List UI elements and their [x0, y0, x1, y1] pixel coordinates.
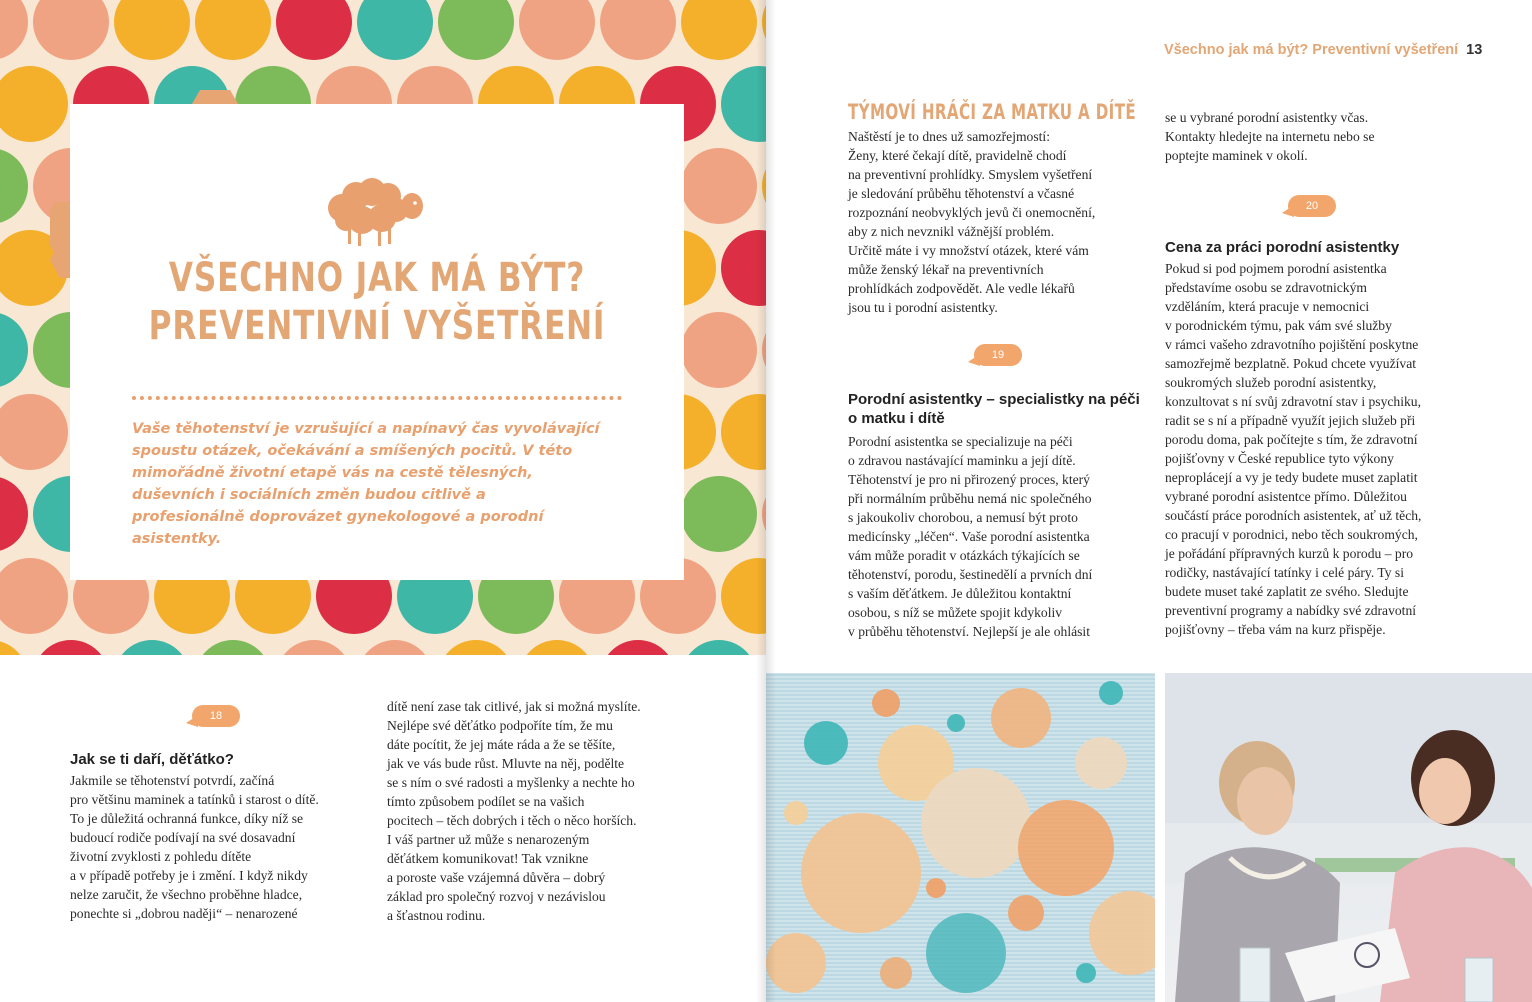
- text-line: neproplácejí a vy je tedy budete muset zaplatit: [1165, 470, 1418, 485]
- chapter-intro: Vaše těhotenství je vzrušující a napínavý čas vyvolávající spoustu otázek, očekávání a smíšených pocitů. V této mimořádně životní etapě vás na cestě tělesných, duševních i sociálních změn budou citlivě a profesionálně doprovázet gynekologové a porodní asistentky.: [132, 421, 600, 547]
- text-line: To je důležitá ochranná funkce, díky níž se: [70, 811, 304, 826]
- text-line: budoucí rodiče podívají na své dosavadní: [70, 830, 296, 845]
- right-column-2-section-20: [1165, 238, 1485, 639]
- text-line: radit se s ní a případně využít jejich služeb při: [1165, 413, 1416, 428]
- bubble-number-18: 18: [209, 710, 223, 722]
- polka-dot: [276, 640, 352, 655]
- polka-dot: [438, 640, 514, 655]
- text-line: nelze zaručit, že všechno proběhne hladce,: [70, 887, 303, 902]
- text-line: součástí práce porodních asistentek, ať už těch,: [1165, 508, 1422, 523]
- text-line: Určitě máte i vy množství otázek, které vám: [848, 243, 1089, 258]
- polka-dot: [519, 640, 595, 655]
- bubble-number-19: 19: [991, 349, 1005, 361]
- polka-dot: [195, 0, 271, 60]
- chapter-title-line-1: VŠECHNO JAK MÁ BÝT?: [168, 255, 586, 301]
- text-line: základ pro společný rozvoj v nezávislou: [387, 889, 606, 904]
- text-line: s jakoukoliv chorobou, a nemusí být proto: [848, 510, 1078, 525]
- speech-bubble-icon: [974, 344, 1022, 370]
- text-line: těhotenství, porodu, šestinedělí a prvních dní: [848, 567, 1093, 582]
- polka-dot: [0, 312, 28, 388]
- polka-dot: [681, 476, 757, 552]
- section-19-text: [848, 432, 1158, 641]
- polka-dot: [681, 312, 757, 388]
- title-card: [70, 104, 684, 580]
- text-line: porodu doma, pak počítejte s tím, že zdravotní: [1165, 432, 1418, 447]
- text-line: aby z nich nevznikl vážnější problém.: [848, 224, 1055, 239]
- text-line: a v případě potřeby je i změní. I když nikdy: [70, 868, 308, 883]
- bubble-pattern-graphic: [766, 673, 1155, 1002]
- polka-dot: [33, 640, 109, 655]
- text-line: pro většinu maminek a tatínků i starost o dítě.: [70, 792, 319, 807]
- section-18-column-2: [387, 697, 687, 925]
- polka-dot: [114, 640, 190, 655]
- text-line: osobou, s níž se můžete spojit kdykoliv: [848, 605, 1063, 620]
- polka-dot: [0, 148, 28, 224]
- text-line: jak ve vás bude růst. Mluvte na něj, podělte: [387, 756, 625, 771]
- polka-dot: [721, 66, 766, 142]
- text-line: jsou tu i porodní asistentky.: [848, 300, 998, 315]
- text-line: poptejte maminek v okolí.: [1165, 148, 1308, 163]
- text-line: a šťastnou rodinu.: [387, 908, 486, 923]
- sheep-icon: [320, 170, 428, 250]
- chapter-title: [138, 254, 617, 350]
- dotted-divider: [132, 396, 622, 400]
- text-line: představíme osobu se zdravotnickým: [1165, 280, 1367, 295]
- text-line: Těhotenství je pro ni přirozený proces, který: [848, 472, 1090, 487]
- text-line: konzultovat s ní svůj zdravotní stav i psychiku,: [1165, 394, 1421, 409]
- polka-dot: [0, 640, 28, 655]
- text-line: a poroste vaše vzájemná důvěra – dobrý: [387, 870, 606, 885]
- text-line: se u vybrané porodní asistentky včas.: [1165, 110, 1369, 125]
- polka-dot: [721, 558, 766, 634]
- text-line: na preventivní prohlídky. Smyslem vyšetření: [848, 167, 1093, 182]
- text-line: Porodní asistentka se specializuje na péči: [848, 434, 1073, 449]
- text-line: preventivní programy a nabídky své zdravotní: [1165, 603, 1417, 618]
- polka-dot: [600, 640, 676, 655]
- text-line: vzděláním, která pracuje v nemocnici: [1165, 299, 1370, 314]
- text-line: se s ním o své radosti a myšlenky a nechte ho: [387, 775, 635, 790]
- text-line: co pracují v porodnici, nebo těch soukromých,: [1165, 527, 1418, 542]
- text-line: s vaším děťátkem. Je důležitou kontaktní: [848, 586, 1072, 601]
- text-line: Nejlépe své děťátko podpoříte tím, že mu: [387, 718, 613, 733]
- text-line: životní zvyklosti z pohledu dítěte: [70, 849, 252, 864]
- text-line: dítě není zase tak citlivé, jak si možná myslíte.: [387, 699, 641, 714]
- two-women-photo: [1165, 673, 1532, 1002]
- section-18-col1-text: [70, 771, 370, 923]
- text-line: Kontakty hledejte na internetu nebo se: [1165, 129, 1375, 144]
- section-20-heading: Cena za práci porodní asistentky: [1165, 239, 1400, 256]
- polka-dot: [195, 640, 271, 655]
- text-line: Ženy, které čekají dítě, pravidelně chodí: [848, 148, 1067, 163]
- polka-dot: [0, 0, 28, 60]
- text-line: ponechte si „dobrou naději“ – nenarozené: [70, 906, 298, 921]
- speech-bubble-icon: [192, 705, 240, 731]
- bubble-pattern-image: [766, 673, 1155, 1002]
- text-line: Jakmile se těhotenství potvrdí, začíná: [70, 773, 275, 788]
- text-line: pojišťovny v České republice tyto výkony: [1165, 451, 1394, 466]
- polka-dot: [600, 0, 676, 60]
- text-line: vybrané porodní asistentce přímo. Důležitou: [1165, 489, 1407, 504]
- polka-dot: [0, 394, 68, 470]
- polka-dot: [681, 640, 757, 655]
- text-line: budete muset také zaplatit ze svého. Sledujte: [1165, 584, 1409, 599]
- text-line: rodičky, nastávající tatínky i celé páry. Ty si: [1165, 565, 1405, 580]
- page-number: 13: [1466, 42, 1483, 58]
- section-18-heading: Jak se ti daří, děťátko?: [70, 751, 234, 768]
- polka-dot: [33, 0, 109, 60]
- polka-dot: [114, 0, 190, 60]
- polka-dot: [519, 0, 595, 60]
- chapter-title-line-2: PREVENTIVNÍ VYŠETŘENÍ: [148, 303, 606, 349]
- polka-dot: [0, 476, 28, 552]
- text-line: v rámci vašeho zdravotního pojištění poskytne: [1165, 337, 1419, 352]
- section-19-heading: [848, 390, 1158, 428]
- polka-dot: [276, 0, 352, 60]
- running-head: [1164, 42, 1482, 58]
- right-column-1-section-19: [848, 390, 1158, 641]
- text-line: při normálním průběhu nemá nic společného: [848, 491, 1092, 506]
- text-line: samozřejmě bezplatně. Pokud chcete využívat: [1165, 356, 1417, 371]
- section-19-heading-line-2: o matku i dítě: [848, 410, 945, 427]
- text-line: je pořádání přípravných kurzů k porodu – pro: [1165, 546, 1414, 561]
- text-line: je sledování průběhu těhotenství a včasné: [848, 186, 1075, 201]
- right-page: [766, 0, 1532, 1002]
- text-line: v porodnickém týmu, pak vám své služby: [1165, 318, 1392, 333]
- section-19-heading-line-1: Porodní asistentky – specialistky na péči: [848, 391, 1140, 408]
- paragraph-intro: [848, 127, 1148, 317]
- text-line: pojišťovny – třeba vám na kurz přispěje.: [1165, 622, 1386, 637]
- polka-dot: [681, 148, 757, 224]
- text-line: může ženský lékař na preventivních: [848, 262, 1044, 277]
- text-line: Naštěstí je to dnes už samozřejmostí:: [848, 129, 1050, 144]
- text-line: tímto způsobem podílet se na vašich: [387, 794, 585, 809]
- text-line: v průběhu těhotenství. Nejlepší je ale ohlásit: [848, 624, 1090, 639]
- text-line: soukromých služeb porodní asistentky,: [1165, 375, 1377, 390]
- text-line: pocitech – těch dobrých i těch o něco horších.: [387, 813, 637, 828]
- running-head-title: Všechno jak má být? Preventivní vyšetření: [1164, 42, 1459, 58]
- section-heading: TÝMOVÍ HRÁČI ZA MATKU A DÍTĚ: [848, 100, 1137, 124]
- text-line: prohlídkách zodpovědět. Ale vedle lékařů: [848, 281, 1075, 296]
- section-18-column-1: [70, 750, 370, 923]
- speech-bubble-icon: [1288, 195, 1336, 221]
- polka-dot: [357, 640, 433, 655]
- polka-dot: [438, 0, 514, 60]
- bubble-number-20: 20: [1305, 200, 1319, 212]
- polka-dot: [721, 394, 766, 470]
- right-column-2: [1165, 108, 1475, 165]
- text-line: Pokud si pod pojmem porodní asistentka: [1165, 261, 1387, 276]
- polka-dot: [721, 230, 766, 306]
- text-line: děťátkem komunikovat! Tak vznikne: [387, 851, 589, 866]
- text-line: rozpoznání neobvyklých jevů či onemocnění,: [848, 205, 1096, 220]
- right-column-1: [848, 127, 1148, 317]
- text-line: dáte pocítit, že jej máte ráda a že se těšíte,: [387, 737, 616, 752]
- text-line: I váš partner už může s nenarozeným: [387, 832, 590, 847]
- section-20-text: [1165, 259, 1485, 639]
- text-line: o zdravou nastávající maminku a její dítě.: [848, 453, 1076, 468]
- consultation-photo: [1165, 673, 1532, 1002]
- polka-dot: [0, 558, 68, 634]
- polka-dot: [681, 0, 757, 60]
- text-line: vám může poradit v otázkách týkajících se: [848, 548, 1080, 563]
- polka-dot: [357, 0, 433, 60]
- text-line: medicínsky „léčen“. Vaše porodní asistentka: [848, 529, 1090, 544]
